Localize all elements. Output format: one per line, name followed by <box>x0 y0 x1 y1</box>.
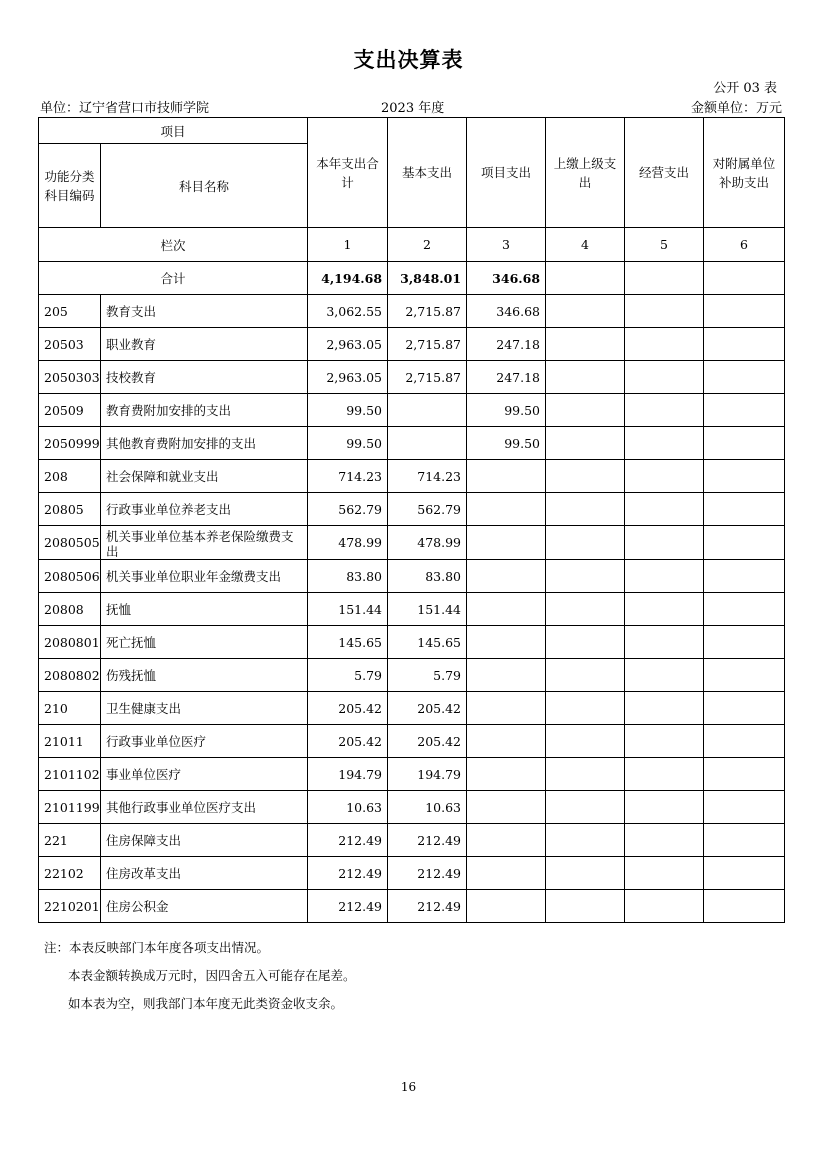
row-value <box>467 626 546 659</box>
table-row <box>39 427 785 460</box>
row-value <box>546 890 625 923</box>
row-value <box>546 361 625 394</box>
row-value <box>704 295 785 328</box>
row-value: 194.79 <box>388 758 467 791</box>
row-value <box>704 361 785 394</box>
row-value: 194.79 <box>308 758 388 791</box>
row-value <box>704 394 785 427</box>
row-value <box>467 857 546 890</box>
row-value <box>546 725 625 758</box>
row-value <box>625 394 704 427</box>
header-col-basic: 基本支出 <box>388 118 467 228</box>
row-code: 205 <box>39 295 101 328</box>
header-item: 项目 <box>39 118 308 144</box>
row-name: 住房改革支出 <box>101 857 308 890</box>
row-value: 99.50 <box>467 427 546 460</box>
table-row <box>39 361 785 394</box>
row-name: 住房公积金 <box>101 890 308 923</box>
row-value <box>546 394 625 427</box>
row-value <box>704 493 785 526</box>
row-value <box>388 427 467 460</box>
row-value: 10.63 <box>308 791 388 824</box>
table-row <box>39 791 785 824</box>
page-title: 支出决算表 <box>353 48 464 72</box>
row-code: 208 <box>39 460 101 493</box>
row-value <box>467 758 546 791</box>
row-value: 2,963.05 <box>308 361 388 394</box>
row-value <box>704 328 785 361</box>
header-name: 科目名称 <box>101 144 308 228</box>
note-line: 本表金额转换成万元时，因四舍五入可能存在尾差。 <box>68 968 356 983</box>
row-value: 99.50 <box>308 394 388 427</box>
row-code: 21011 <box>39 725 101 758</box>
row-code: 2080802 <box>39 659 101 692</box>
row-value <box>467 560 546 593</box>
row-value <box>546 593 625 626</box>
row-value <box>704 824 785 857</box>
row-name: 死亡抚恤 <box>101 626 308 659</box>
table-row <box>39 526 785 560</box>
row-value <box>625 560 704 593</box>
row-value <box>546 857 625 890</box>
row-value <box>625 526 704 560</box>
row-value <box>546 824 625 857</box>
row-value <box>625 593 704 626</box>
header-col-business: 经营支出 <box>625 118 704 228</box>
row-value: 212.49 <box>388 824 467 857</box>
table-row <box>39 394 785 427</box>
row-value <box>704 857 785 890</box>
row-value <box>704 460 785 493</box>
row-value <box>467 890 546 923</box>
row-value <box>625 361 704 394</box>
row-value: 99.50 <box>467 394 546 427</box>
row-value: 2,963.05 <box>308 328 388 361</box>
row-name: 社会保障和就业支出 <box>101 460 308 493</box>
row-value: 10.63 <box>388 791 467 824</box>
header-col-project: 项目支出 <box>467 118 546 228</box>
row-value <box>467 593 546 626</box>
row-value <box>704 791 785 824</box>
row-value <box>625 460 704 493</box>
form-number: 公开 03 表 <box>713 81 777 96</box>
table-row <box>39 493 785 526</box>
row-value: 205.42 <box>308 692 388 725</box>
row-value <box>625 626 704 659</box>
total-row <box>39 262 785 295</box>
header-code: 功能分类科目编码 <box>39 144 101 228</box>
row-code: 20509 <box>39 394 101 427</box>
total-value: 3,848.01 <box>388 262 467 295</box>
row-value <box>704 725 785 758</box>
row-name: 教育费附加安排的支出 <box>101 394 308 427</box>
row-name: 机关事业单位基本养老保险缴费支出 <box>101 526 308 560</box>
row-value: 2,715.87 <box>388 295 467 328</box>
total-value <box>546 262 625 295</box>
row-value <box>546 560 625 593</box>
row-value: 205.42 <box>308 725 388 758</box>
row-value <box>625 659 704 692</box>
row-value <box>467 692 546 725</box>
row-value <box>625 824 704 857</box>
table-row <box>39 692 785 725</box>
total-value <box>704 262 785 295</box>
row-name: 住房保障支出 <box>101 824 308 857</box>
row-value: 562.79 <box>308 493 388 526</box>
row-value: 151.44 <box>388 593 467 626</box>
table-row <box>39 824 785 857</box>
row-value <box>625 857 704 890</box>
row-value <box>704 560 785 593</box>
row-code: 2050303 <box>39 361 101 394</box>
col-num: 6 <box>704 228 785 262</box>
row-value: 212.49 <box>308 890 388 923</box>
row-value: 212.49 <box>388 857 467 890</box>
row-value: 714.23 <box>308 460 388 493</box>
row-name: 卫生健康支出 <box>101 692 308 725</box>
row-value <box>546 460 625 493</box>
row-value <box>625 328 704 361</box>
row-value <box>625 692 704 725</box>
row-value <box>546 692 625 725</box>
row-code: 2210201 <box>39 890 101 923</box>
row-value <box>467 824 546 857</box>
row-name: 其他行政事业单位医疗支出 <box>101 791 308 824</box>
row-value: 5.79 <box>308 659 388 692</box>
row-value: 562.79 <box>388 493 467 526</box>
header-col-remit: 上缴上级支出 <box>546 118 625 228</box>
row-value <box>704 526 785 560</box>
row-code: 221 <box>39 824 101 857</box>
row-value <box>704 659 785 692</box>
row-value <box>467 791 546 824</box>
total-value: 346.68 <box>467 262 546 295</box>
col-num: 4 <box>546 228 625 262</box>
row-value <box>625 295 704 328</box>
row-value <box>546 758 625 791</box>
total-value: 4,194.68 <box>308 262 388 295</box>
row-value <box>625 758 704 791</box>
row-code: 2080506 <box>39 560 101 593</box>
note-line: 注：本表反映部门本年度各项支出情况。 <box>44 940 270 955</box>
row-value <box>467 659 546 692</box>
row-value <box>546 493 625 526</box>
row-value <box>546 626 625 659</box>
row-value: 247.18 <box>467 361 546 394</box>
row-value <box>546 659 625 692</box>
table-row <box>39 560 785 593</box>
row-name: 职业教育 <box>101 328 308 361</box>
table-row <box>39 328 785 361</box>
meta-line <box>38 97 784 115</box>
header-col-total: 本年支出合计 <box>308 118 388 228</box>
row-value: 247.18 <box>467 328 546 361</box>
row-value: 212.49 <box>308 857 388 890</box>
row-name: 事业单位医疗 <box>101 758 308 791</box>
table-row <box>39 295 785 328</box>
row-value <box>625 725 704 758</box>
table-row <box>39 593 785 626</box>
row-value: 346.68 <box>467 295 546 328</box>
row-code: 2080801 <box>39 626 101 659</box>
header-col-subsidy: 对附属单位补助支出 <box>704 118 785 228</box>
row-value: 83.80 <box>308 560 388 593</box>
row-value <box>546 526 625 560</box>
row-value <box>546 328 625 361</box>
row-value <box>467 725 546 758</box>
table-row <box>39 857 785 890</box>
unit-label: 单位：辽宁省营口市技师学院 <box>40 101 210 116</box>
row-value: 151.44 <box>308 593 388 626</box>
row-value: 212.49 <box>388 890 467 923</box>
header-lanci: 栏次 <box>39 228 308 262</box>
row-value <box>546 791 625 824</box>
row-value: 478.99 <box>308 526 388 560</box>
amount-unit-label: 金额单位：万元 <box>690 101 782 116</box>
row-value: 478.99 <box>388 526 467 560</box>
row-name: 机关事业单位职业年金缴费支出 <box>101 560 308 593</box>
total-value <box>625 262 704 295</box>
col-num: 1 <box>308 228 388 262</box>
row-value <box>388 394 467 427</box>
row-name: 伤残抚恤 <box>101 659 308 692</box>
row-code: 22102 <box>39 857 101 890</box>
row-name: 抚恤 <box>101 593 308 626</box>
row-name: 行政事业单位医疗 <box>101 725 308 758</box>
row-value: 83.80 <box>388 560 467 593</box>
row-value: 99.50 <box>308 427 388 460</box>
col-num: 2 <box>388 228 467 262</box>
row-value: 212.49 <box>308 824 388 857</box>
row-code: 2101102 <box>39 758 101 791</box>
year-label: 2023 年度 <box>381 101 445 116</box>
row-value <box>704 427 785 460</box>
table-row <box>39 460 785 493</box>
table-row <box>39 626 785 659</box>
col-num: 5 <box>625 228 704 262</box>
row-value <box>546 295 625 328</box>
row-name: 其他教育费附加安排的支出 <box>101 427 308 460</box>
row-value: 205.42 <box>388 725 467 758</box>
row-value <box>625 427 704 460</box>
row-code: 20808 <box>39 593 101 626</box>
row-value <box>467 460 546 493</box>
row-value <box>704 758 785 791</box>
row-code: 2101199 <box>39 791 101 824</box>
row-value: 145.65 <box>308 626 388 659</box>
row-value: 205.42 <box>388 692 467 725</box>
row-name: 教育支出 <box>101 295 308 328</box>
notes <box>44 934 356 1018</box>
row-value <box>625 791 704 824</box>
row-value <box>625 890 704 923</box>
row-value <box>704 626 785 659</box>
row-name: 行政事业单位养老支出 <box>101 493 308 526</box>
row-value: 3,062.55 <box>308 295 388 328</box>
row-code: 20503 <box>39 328 101 361</box>
row-value <box>467 526 546 560</box>
row-value <box>704 692 785 725</box>
row-value <box>625 493 704 526</box>
expenditure-table <box>38 117 785 923</box>
row-value <box>704 890 785 923</box>
table-row <box>39 890 785 923</box>
total-label: 合计 <box>39 262 308 295</box>
row-value: 2,715.87 <box>388 328 467 361</box>
page-number: 16 <box>400 1080 417 1094</box>
row-code: 2050999 <box>39 427 101 460</box>
row-code: 2080505 <box>39 526 101 560</box>
table-row <box>39 758 785 791</box>
row-value <box>704 593 785 626</box>
row-value <box>546 427 625 460</box>
table-row <box>39 659 785 692</box>
row-code: 20805 <box>39 493 101 526</box>
col-num: 3 <box>467 228 546 262</box>
row-value: 714.23 <box>388 460 467 493</box>
row-value: 145.65 <box>388 626 467 659</box>
note-line: 如本表为空，则我部门本年度无此类资金收支余。 <box>68 996 344 1011</box>
table-row <box>39 725 785 758</box>
row-value: 5.79 <box>388 659 467 692</box>
row-name: 技校教育 <box>101 361 308 394</box>
row-value: 2,715.87 <box>388 361 467 394</box>
row-value <box>467 493 546 526</box>
row-code: 210 <box>39 692 101 725</box>
